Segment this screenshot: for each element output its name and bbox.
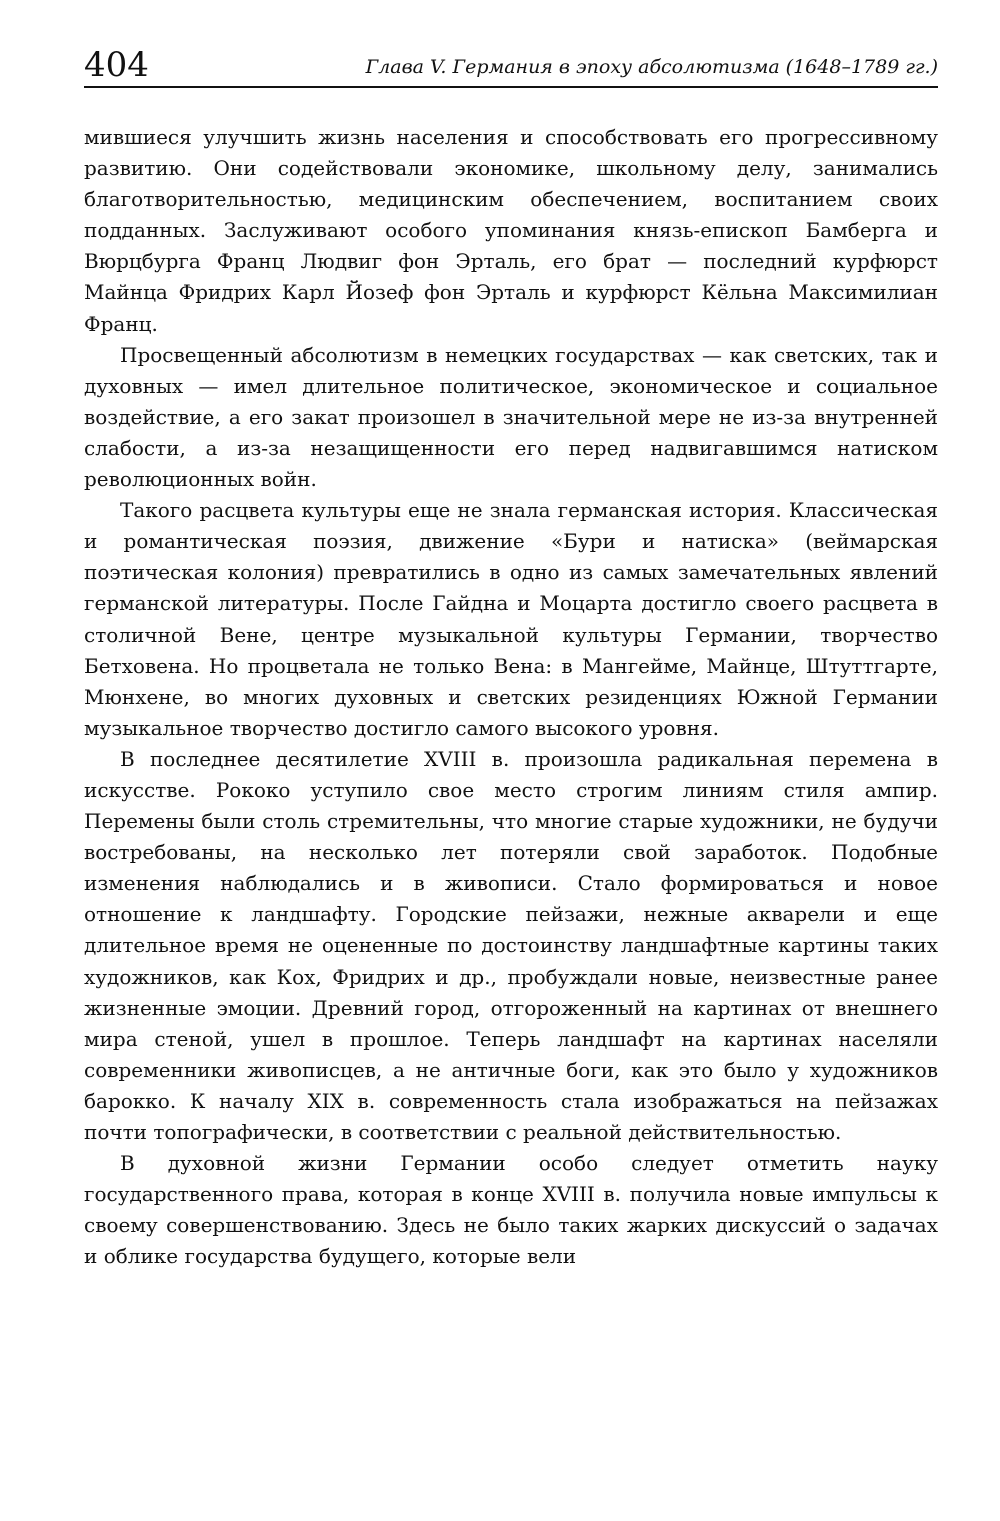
header-rule — [84, 86, 938, 88]
running-head — [84, 44, 938, 86]
paragraph-3: Такого расцвета культуры еще не знала германская история. Классическая и романтическая поэзия, движение «Бури и натиска» (веймарская поэтическая колония) превратились в одно из самых замечательных явлений германской литературы. После Гайдна и Моцарта достигло своего расцвета в столичной Вене, центре музыкальной культуры Германии, творчество Бетховена. Но процветала не только Вена: в Мангейме, Майнце, Штуттгарте, Мюнхене, во многих духовных и светских резиденциях Южной Германии музыкальное творчество достигло самого высокого уровня. — [84, 498, 938, 740]
paragraph-2: Просвещенный абсолютизм в немецких государствах — как светских, так и духовных — имел длительное политическое, экономическое и социальное воздействие, а его закат произошел в значительной мере не из-за внутренней слабости, а из-за незащищенности его перед надвигавшимся натиском революционных войн. — [84, 342, 938, 492]
running-title: Глава V. Германия в эпоху абсолютизма (1648–1789 гг.) — [365, 56, 938, 78]
paragraph-1: мившиеся улучшить жизнь населения и способствовать его прогрессивному развитию. Они содействовали экономике, школьному делу, занимались благотворительностью, медицинским обеспечением, воспитанием своих подданных. Заслуживают особого упоминания князь-епископ Бамберга и Вюрцбурга Франц Людвиг фон Эрталь, его брат — последний курфюрст Майнца Фридрих Карл Йозеф фон Эрталь и курфюрст Кёльна Максимилиан Франц. — [84, 125, 938, 336]
body-text — [84, 122, 938, 1272]
paragraph-4: В последнее десятилетие XVIII в. произошла радикальная перемена в искусстве. Рококо уступило свое место строгим линиям стиля ампир. Перемены были столь стремительны, что многие старые художники, не будучи востребованы, на несколько лет потеряли свой заработок. Подобные изменения наблюдались и в живописи. Стало формироваться и новое отношение к ландшафту. Городские пейзажи, нежные акварели и еще длительное время не оцененные по достоинству ландшафтные картины таких художников, как Кох, Фридрих и др., пробуждали новые, неизвестные ранее жизненные эмоции. Древний город, отгороженный на картинах от внешнего мира стеной, ушел в прошлое. Теперь ландшафт на картинах населяли современники живописцев, а не античные боги, как это было у художников барокко. К началу XIX в. современность стала изображаться на пейзажах почти топографически, в соответствии с реальной действительностью. — [84, 746, 938, 1144]
paragraph-5: В духовной жизни Германии особо следует отметить науку государственного права, которая в конце XVIII в. получила новые импульсы к своему совершенствованию. Здесь не было таких жарких дискуссий о задачах и облике государства будущего, которые вели — [84, 1151, 938, 1269]
page-number: 404 — [84, 45, 149, 85]
book-page — [84, 0, 938, 1521]
